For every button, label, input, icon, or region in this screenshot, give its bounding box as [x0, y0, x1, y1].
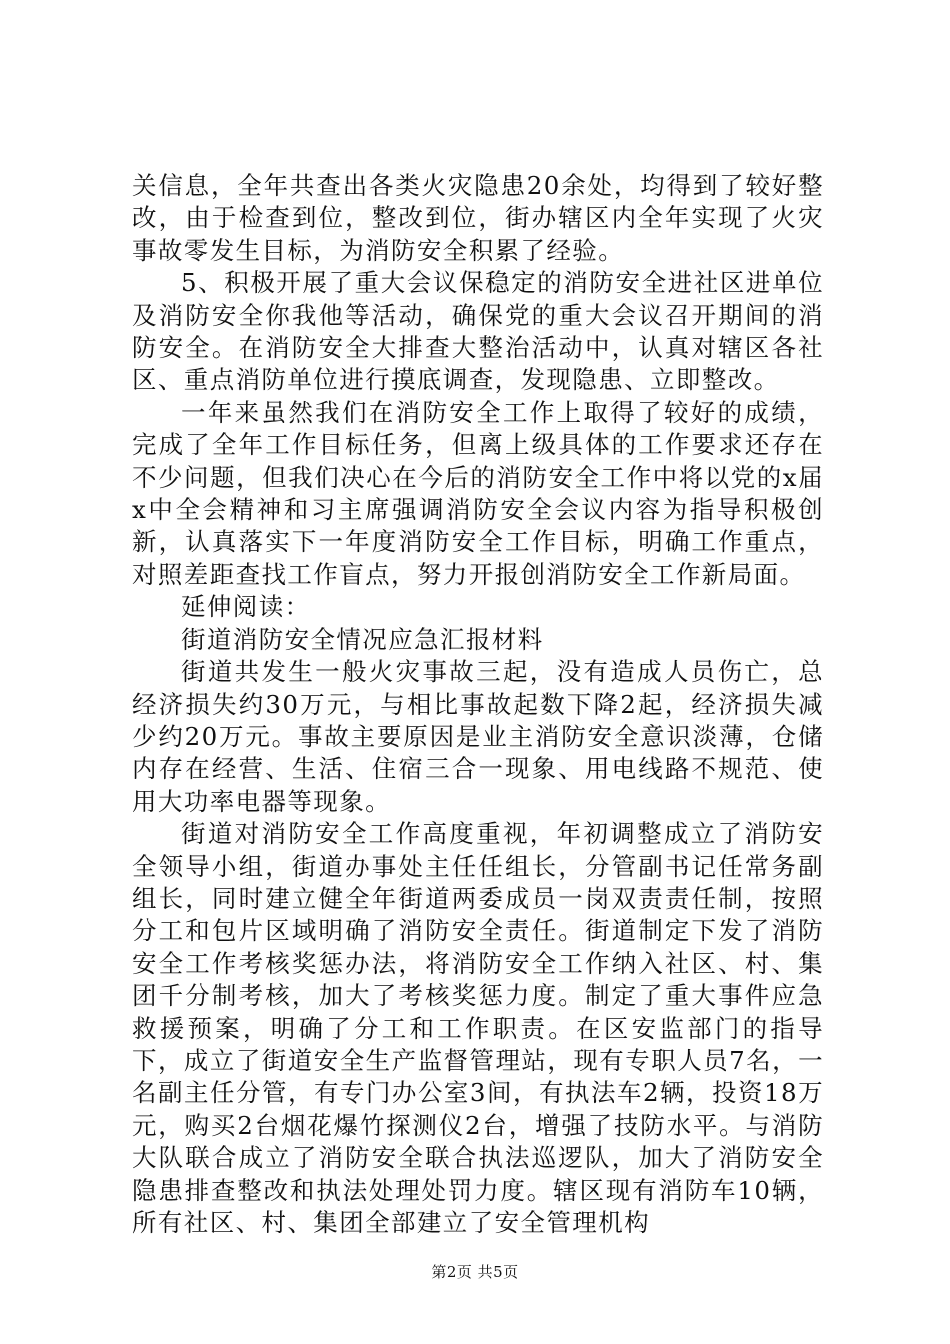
extended-reading-label: 延伸阅读： — [181, 592, 311, 622]
paragraph-5: 街道对消防安全工作高度重视，年初调整成立了消防安全领导小组，街道办事处主任任组长，分管副书记任常务副组长，同时建立健全年街道两委成员一岗双责责任制，按照分工和包片区域明确了消防安全责任。街道制定下发了消防安全工作考核奖惩办法，将消防安全工作纳入社区、村、集团千分制考核，加大了考核奖惩力度。制定了重大事件应急救援预案，明确了分工和工作职责。在区安监部门的指导下，成立了街道安全生产监督管理站，现有专职人员7名，一名副主任分管，有专门办公室3间，有执法车2辆，投资18万元，购买2台烟花爆竹探测仪2台，增强了技防水平。与消防大队联合成立了消防安全联合执法巡逻队，加大了消防安全隐患排查整改和执法处理处罚力度。辖区现有消防车10辆，所有社区、村、集团全部建立了安全管理机构 — [132, 819, 824, 1237]
paragraph-4: 街道共发生一般火灾事故三起，没有造成人员伤亡，总经济损失约30万元，与相比事故起数下降2起，经济损失减少约20万元。事故主要原因是业主消防安全意识淡薄，仓储内存在经营、生活、住宿三合一现象、用电线路不规范、使用大功率电器等现象。 — [132, 657, 824, 816]
document-body — [132, 170, 824, 1239]
paragraph-2: 5、积极开展了重大会议保稳定的消防安全进社区进单位及消防安全你我他等活动，确保党的重大会议召开期间的消防安全。在消防安全大排查大整治活动中，认真对辖区各社区、重点消防单位进行摸底调查，发现隐患、立即整改。 — [132, 268, 824, 395]
paragraph-3: 一年来虽然我们在消防安全工作上取得了较好的成绩，完成了全年工作目标任务，但离上级具体的工作要求还存在不少问题，但我们决心在今后的消防安全工作中将以党的x届x中全会精神和习主席强调消防安全会议内容为指导积极创新，认真落实下一年度消防安全工作目标，明确工作重点，对照差距查找工作盲点，努力开报创消防安全工作新局面。 — [132, 397, 824, 589]
paragraph-1: 关信息，全年共查出各类火灾隐患20余处，均得到了较好整改，由于检查到位，整改到位，街办辖区内全年实现了火灾事故零发生目标，为消防安全积累了经验。 — [132, 171, 824, 265]
section-heading: 街道消防安全情况应急汇报材料 — [181, 624, 544, 654]
page-number-footer: 第2页 共5页 — [431, 1263, 519, 1281]
